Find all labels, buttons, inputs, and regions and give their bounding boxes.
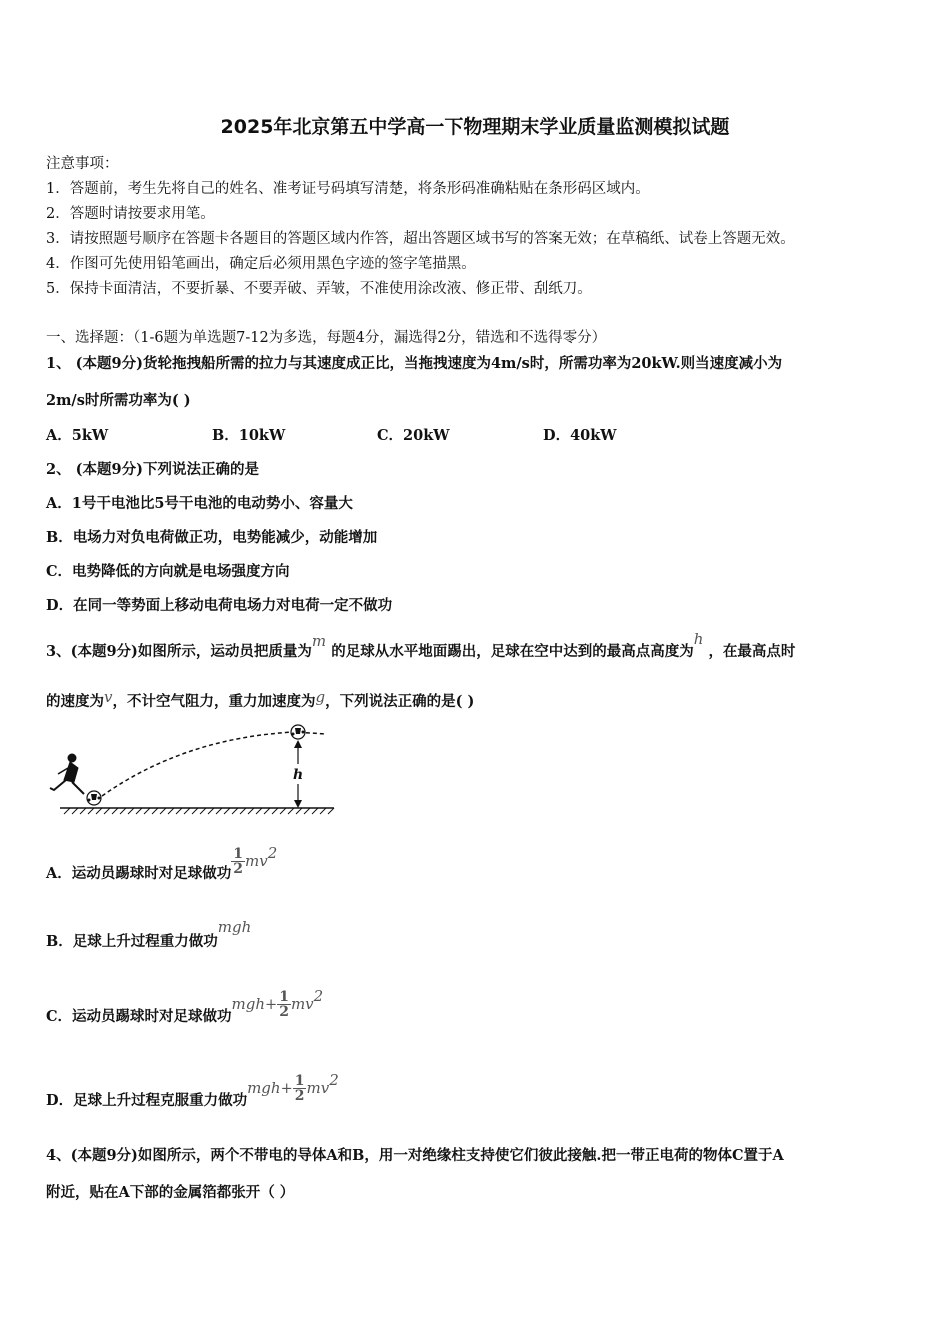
expr-sq: 2 (313, 987, 324, 1005)
q4-stem-cont: 附近，贴在A下部的金属箔都张开（ ） (46, 1184, 295, 1201)
q3-figure (44, 718, 344, 822)
q1-stem: 1、 (本题9分)货轮拖拽船所需的拉力与其速度成正比，当拖拽速度为4m/s时，所需功率为20kW.则当速度减小为 (46, 355, 783, 372)
q1-option-c: C．20kW (377, 427, 450, 444)
q1-option-d: D．40kW (543, 427, 617, 444)
q3-option-c (46, 987, 324, 1031)
q3-stem (46, 630, 796, 661)
half-fraction (231, 847, 245, 876)
expr-mv: mv (245, 851, 268, 870)
expr-sq: 2 (267, 844, 278, 862)
expr-mv: mv (306, 1078, 330, 1097)
q1-stem-cont: 2m/s时所需功率为( ) (46, 392, 191, 409)
notice-item: 1．答题前，考生先将自己的姓名、准考证号码填写清楚，将条形码准确粘贴在条形码区域内。 (46, 181, 650, 197)
q2-option-c: C．电势降低的方向就是电场强度方向 (46, 563, 290, 580)
ball-top-icon (291, 725, 305, 739)
q3-option-a (46, 844, 278, 888)
q3-line2-b: ，不计空气阻力，重力加速度为 (112, 693, 316, 710)
fraction-num: 1 (233, 846, 243, 863)
fraction-den: 2 (233, 861, 243, 878)
notice-item: 4．作图可先使用铅笔画出，确定后必须用黑色字迹的签字笔描黑。 (46, 256, 476, 272)
q3-option-d (46, 1071, 339, 1115)
section-heading: 一、选择题：（1-6题为单选题7-12为多选，每题4分，漏选得2分，错选和不选得零分） (46, 330, 607, 346)
expr-mgh: mgh (247, 1078, 281, 1097)
notice-heading: 注意事项： (46, 156, 119, 172)
expr-mgh: mgh (217, 918, 252, 936)
fraction-num: 1 (279, 989, 289, 1006)
trajectory-path (102, 732, 326, 796)
q1-option-a: A．5kW (46, 427, 109, 444)
expr-mv: mv (290, 994, 314, 1013)
half-fraction (293, 1074, 307, 1103)
q3-stem-a: 3、(本题9分)如图所示，运动员把质量为 (46, 643, 312, 660)
q3-option-a-text: A．运动员踢球时对足球做功 (46, 864, 232, 882)
q1-option-b: B．10kW (212, 427, 286, 444)
ball-ground-icon (87, 791, 101, 805)
height-label: h (293, 767, 304, 783)
q4-stem: 4、(本题9分)如图所示，两个不带电的导体A和B，用一对绝缘柱支持使它们彼此接触.把一带正电荷的物体C置于A (46, 1147, 784, 1164)
q3-stem-c: ，在最高点时 (708, 643, 796, 660)
player-icon (50, 754, 84, 794)
fraction-den: 2 (279, 1004, 289, 1021)
q3-option-b-text: B．足球上升过程重力做功 (46, 933, 218, 950)
fraction-num: 1 (294, 1073, 305, 1090)
q3-stem-line2 (46, 690, 474, 711)
q3-line2-a: 的速度为 (46, 693, 104, 710)
var-m: m (311, 632, 327, 650)
q3-option-d-text: D．足球上升过程克服重力做功 (46, 1091, 248, 1109)
expr-mgh: mgh (231, 994, 266, 1013)
ground-hatch (64, 808, 334, 814)
fraction-den: 2 (294, 1088, 305, 1105)
half-fraction (277, 990, 291, 1019)
var-g: g (315, 688, 326, 706)
q2-stem: 2、 (本题9分)下列说法正确的是 (46, 461, 259, 478)
q2-option-d: D．在同一等势面上移动电荷电场力对电荷一定不做功 (46, 597, 393, 614)
expr-sq: 2 (329, 1071, 339, 1089)
q2-option-b: B．电场力对负电荷做正功，电势能减少，动能增加 (46, 529, 378, 546)
var-v: v (104, 688, 113, 706)
q3-stem-b: 的足球从水平地面踢出，足球在空中达到的最高点高度为 (331, 643, 694, 660)
q2-option-a: A．1号干电池比5号干电池的电动势小、容量大 (46, 495, 353, 512)
q3-option-c-text: C．运动员踢球时对足球做功 (46, 1007, 232, 1025)
q3-line2-c: ，下列说法正确的是( ) (325, 693, 475, 710)
expr-plus: + (265, 996, 278, 1013)
q3-option-b (46, 918, 252, 951)
notice-item: 2．答题时请按要求用笔。 (46, 206, 215, 222)
var-h: h (693, 630, 704, 648)
notice-item: 3．请按照题号顺序在答题卡各题目的答题区域内作答，超出答题区域书写的答案无效；在草稿纸、试卷上答题无效。 (46, 231, 795, 247)
expr-plus: + (280, 1080, 293, 1097)
notice-item: 5．保持卡面清洁，不要折暴、不要弄破、弄皱，不准使用涂改液、修正带、刮纸刀。 (46, 281, 592, 297)
page-title: 2025年北京第五中学高一下物理期末学业质量监测模拟试题 (220, 116, 730, 138)
